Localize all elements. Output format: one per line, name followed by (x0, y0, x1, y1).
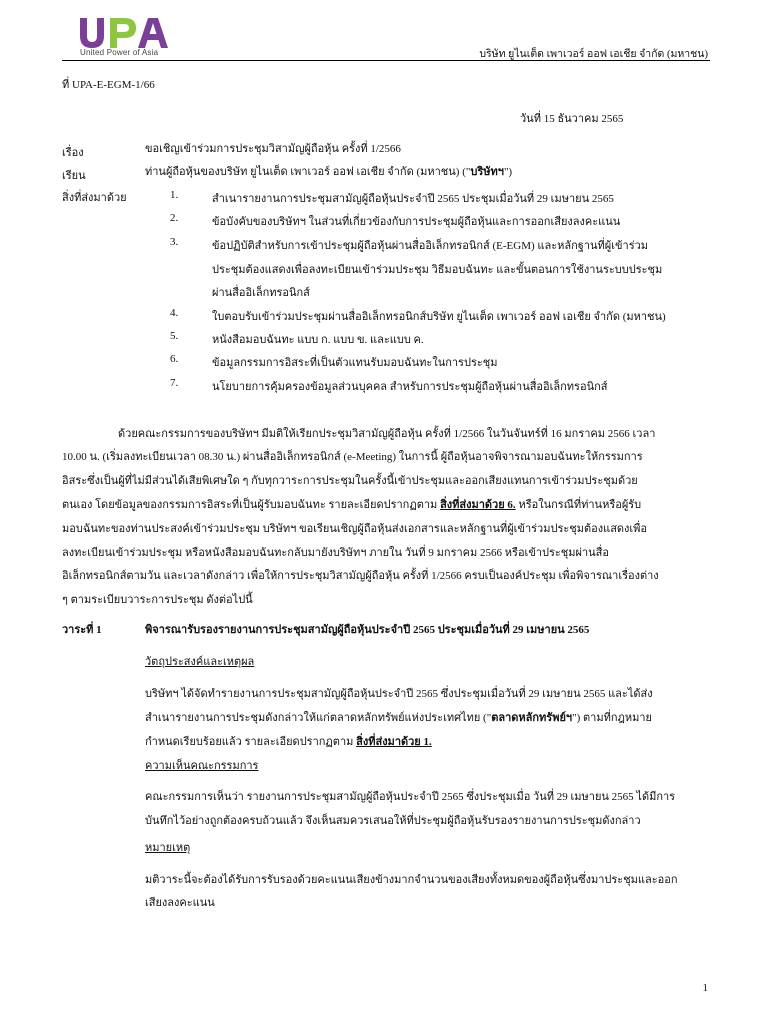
attachment-number: 6. (170, 353, 179, 365)
attachment-item-continued: ผ่านสื่ออิเล็กทรอนิกส์ (212, 287, 310, 299)
intro-line: อิสระซึ่งเป็นผู้ที่ไม่มีส่วนได้เสียพิเศษใด ๆ กับทุกวาระการประชุมในครั้งนี้เข้าประชุมและออกเสียงแทนการเข้าร่วมประชุมด้วย (62, 475, 638, 487)
attachment-6-reference: สิ่งที่ส่งมาด้วย 6. (440, 499, 516, 511)
intro-line: ๆ ตามระเบียบวาระการประชุม ดังต่อไปนี้ (62, 594, 253, 606)
attachment-item: ใบตอบรับเข้าร่วมประชุมผ่านสื่ออิเล็กทรอนิกส์บริษัท ยูไนเต็ด เพาเวอร์ ออฟ เอเชีย จำกัด (มหาชน) (212, 311, 666, 323)
attachment-number: 2. (170, 212, 179, 224)
attachment-item-continued: ประชุมต้องแสดงเพื่อลงทะเบียนเข้าร่วมประชุม วิธีมอบฉันทะ และขั้นตอนการใช้งานระบบประชุม (212, 264, 663, 276)
page-number: 1 (702, 982, 708, 994)
attachment-1-reference: สิ่งที่ส่งมาด้วย 1. (356, 736, 432, 748)
to-text: ท่านผู้ถือหุ้นของบริษัท ยูไนเต็ด เพาเวอร์ ออฟ เอเชีย จำกัด (มหาชน) ("บริษัทฯ") (145, 166, 513, 178)
attachments-label: สิ่งที่ส่งมาด้วย (62, 192, 127, 204)
attachment-number: 4. (170, 307, 179, 319)
note-line: เสียงลงคะแนน (145, 897, 215, 909)
board-opinion-line: บันทึกไว้อย่างถูกต้องครบถ้วนแล้ว จึงเห็นสมควรเสนอให้ที่ประชุมผู้ถือหุ้นรับรองรายงานการประชุมดังกล่าว (145, 815, 641, 827)
intro-line: อิเล็กทรอนิกส์ตามวัน และเวลาดังกล่าว เพื่อให้การประชุมวิสามัญผู้ถือหุ้น ครั้งที่ 1/2566 ครบเป็นองค์ประชุม เพื่อพิจารณาเรื่องต่าง (62, 570, 659, 582)
document-reference: ที่ UPA-E-EGM-1/66 (62, 79, 155, 91)
board-opinion-heading: ความเห็นคณะกรรมการ (145, 760, 259, 772)
objective-line: กำหนดเรียบร้อยแล้ว รายละเอียดปรากฏตาม สิ่งที่ส่งมาด้วย 1. (145, 736, 432, 748)
objective-heading: วัตถุประสงค์และเหตุผล (145, 656, 255, 668)
board-opinion-line: คณะกรรมการเห็นว่า รายงานการประชุมสามัญผู้ถือหุ้นประจำปี 2565 ซึ่งประชุมเมื่อ วันที่ 29 เมษายน 2565 ได้มีการ (145, 791, 676, 803)
header-divider (62, 60, 710, 61)
attachment-number: 3. (170, 236, 179, 248)
document-date: วันที่ 15 ธันวาคม 2565 (520, 113, 624, 125)
attachment-number: 1. (170, 189, 179, 201)
agenda-1-label: วาระที่ 1 (62, 624, 102, 636)
intro-line: ด้วยคณะกรรมการของบริษัทฯ มีมติให้เรียกประชุมวิสามัญผู้ถือหุ้น ครั้งที่ 1/2566 ในวันจันทร์ที่ 16 มกราคม 2566 เวลา (118, 428, 656, 440)
agenda-1-title: พิจารณารับรองรายงานการประชุมสามัญผู้ถือหุ้นประจำปี 2565 ประชุมเมื่อวันที่ 29 เมษายน 2565 (145, 624, 590, 636)
subject-text: ขอเชิญเข้าร่วมการประชุมวิสามัญผู้ถือหุ้น ครั้งที่ 1/2566 (145, 143, 401, 155)
subject-label: เรื่อง (62, 147, 84, 159)
objective-line: บริษัทฯ ได้จัดทำรายงานการประชุมสามัญผู้ถือหุ้นประจำปี 2565 ซึ่งประชุมเมื่อวันที่ 29 เมษายน 2565 และได้ส่ง (145, 688, 653, 700)
attachment-item: ข้อปฏิบัติสำหรับการเข้าประชุมผู้ถือหุ้นผ่านสื่ออิเล็กทรอนิกส์ (E-EGM) และหลักฐานที่ผู้เข้าร่วม (212, 240, 649, 252)
intro-line: ลงทะเบียนเข้าร่วมประชุม หรือหนังสือมอบฉันทะกลับมายังบริษัทฯ ภายใน วันที่ 9 มกราคม 2566 หรือเข้าประชุมผ่านสื่อ (62, 547, 609, 559)
note-heading: หมายเหตุ (145, 842, 191, 854)
intro-line: 10.00 น. (เริ่มลงทะเบียนเวลา 08.30 น.) ผ่านสื่ออิเล็กทรอนิกส์ (e-Meeting) ในการนี้ ผู้ถือหุ้นอาจพิจารณามอบฉันทะให้กรรมการ (62, 451, 643, 463)
attachment-item: นโยบายการคุ้มครองข้อมูลส่วนบุคคล สำหรับการประชุมผู้ถือหุ้นผ่านสื่ออิเล็กทรอนิกส์ (212, 381, 608, 393)
logo-tagline: United Power of Asia (80, 48, 159, 57)
intro-line: ตนเอง โดยข้อมูลของกรรมการอิสระที่เป็นผู้รับมอบฉันทะ รายละเอียดปรากฏตาม สิ่งที่ส่งมาด้วย 6. หรือในกรณีที่ท่านหรือผู้รับ (62, 499, 642, 511)
note-line: มติวาระนี้จะต้องได้รับการรับรองด้วยคะแนนเสียงข้างมากจำนวนของเสียงทั้งหมดของผู้ถือหุ้นซึ่งมาประชุมและออก (145, 874, 678, 886)
attachment-item: หนังสือมอบฉันทะ แบบ ก. แบบ ข. และแบบ ค. (212, 334, 424, 346)
header-company-name: บริษัท ยูไนเต็ด เพาเวอร์ ออฟ เอเชีย จำกัด (มหาชน) (479, 49, 708, 60)
intro-line: มอบฉันทะของท่านประสงค์เข้าร่วมประชุม บริษัทฯ ขอเรียนเชิญผู้ถือหุ้นส่งเอกสารและหลักฐานที่ผู้เข้าร่วมประชุมต้องแสดงเพื่อ (62, 523, 648, 535)
attachment-number: 5. (170, 330, 179, 342)
to-label: เรียน (62, 170, 86, 182)
attachment-number: 7. (170, 377, 179, 389)
attachment-item: สำเนารายงานการประชุมสามัญผู้ถือหุ้นประจำปี 2565 ประชุมเมื่อวันที่ 29 เมษายน 2565 (212, 193, 614, 205)
attachment-item: ข้อมูลกรรมการอิสระที่เป็นตัวแทนรับมอบฉันทะในการประชุม (212, 357, 498, 369)
objective-line: สำเนารายงานการประชุมดังกล่าวให้แก่ตลาดหลักทรัพย์แห่งประเทศไทย ("ตลาดหลักทรัพย์ฯ") ตามที่กฎหมาย (145, 712, 652, 724)
attachment-item: ข้อบังคับของบริษัทฯ ในส่วนที่เกี่ยวข้องกับการประชุมผู้ถือหุ้นและการออกเสียงลงคะแนน (212, 216, 621, 228)
